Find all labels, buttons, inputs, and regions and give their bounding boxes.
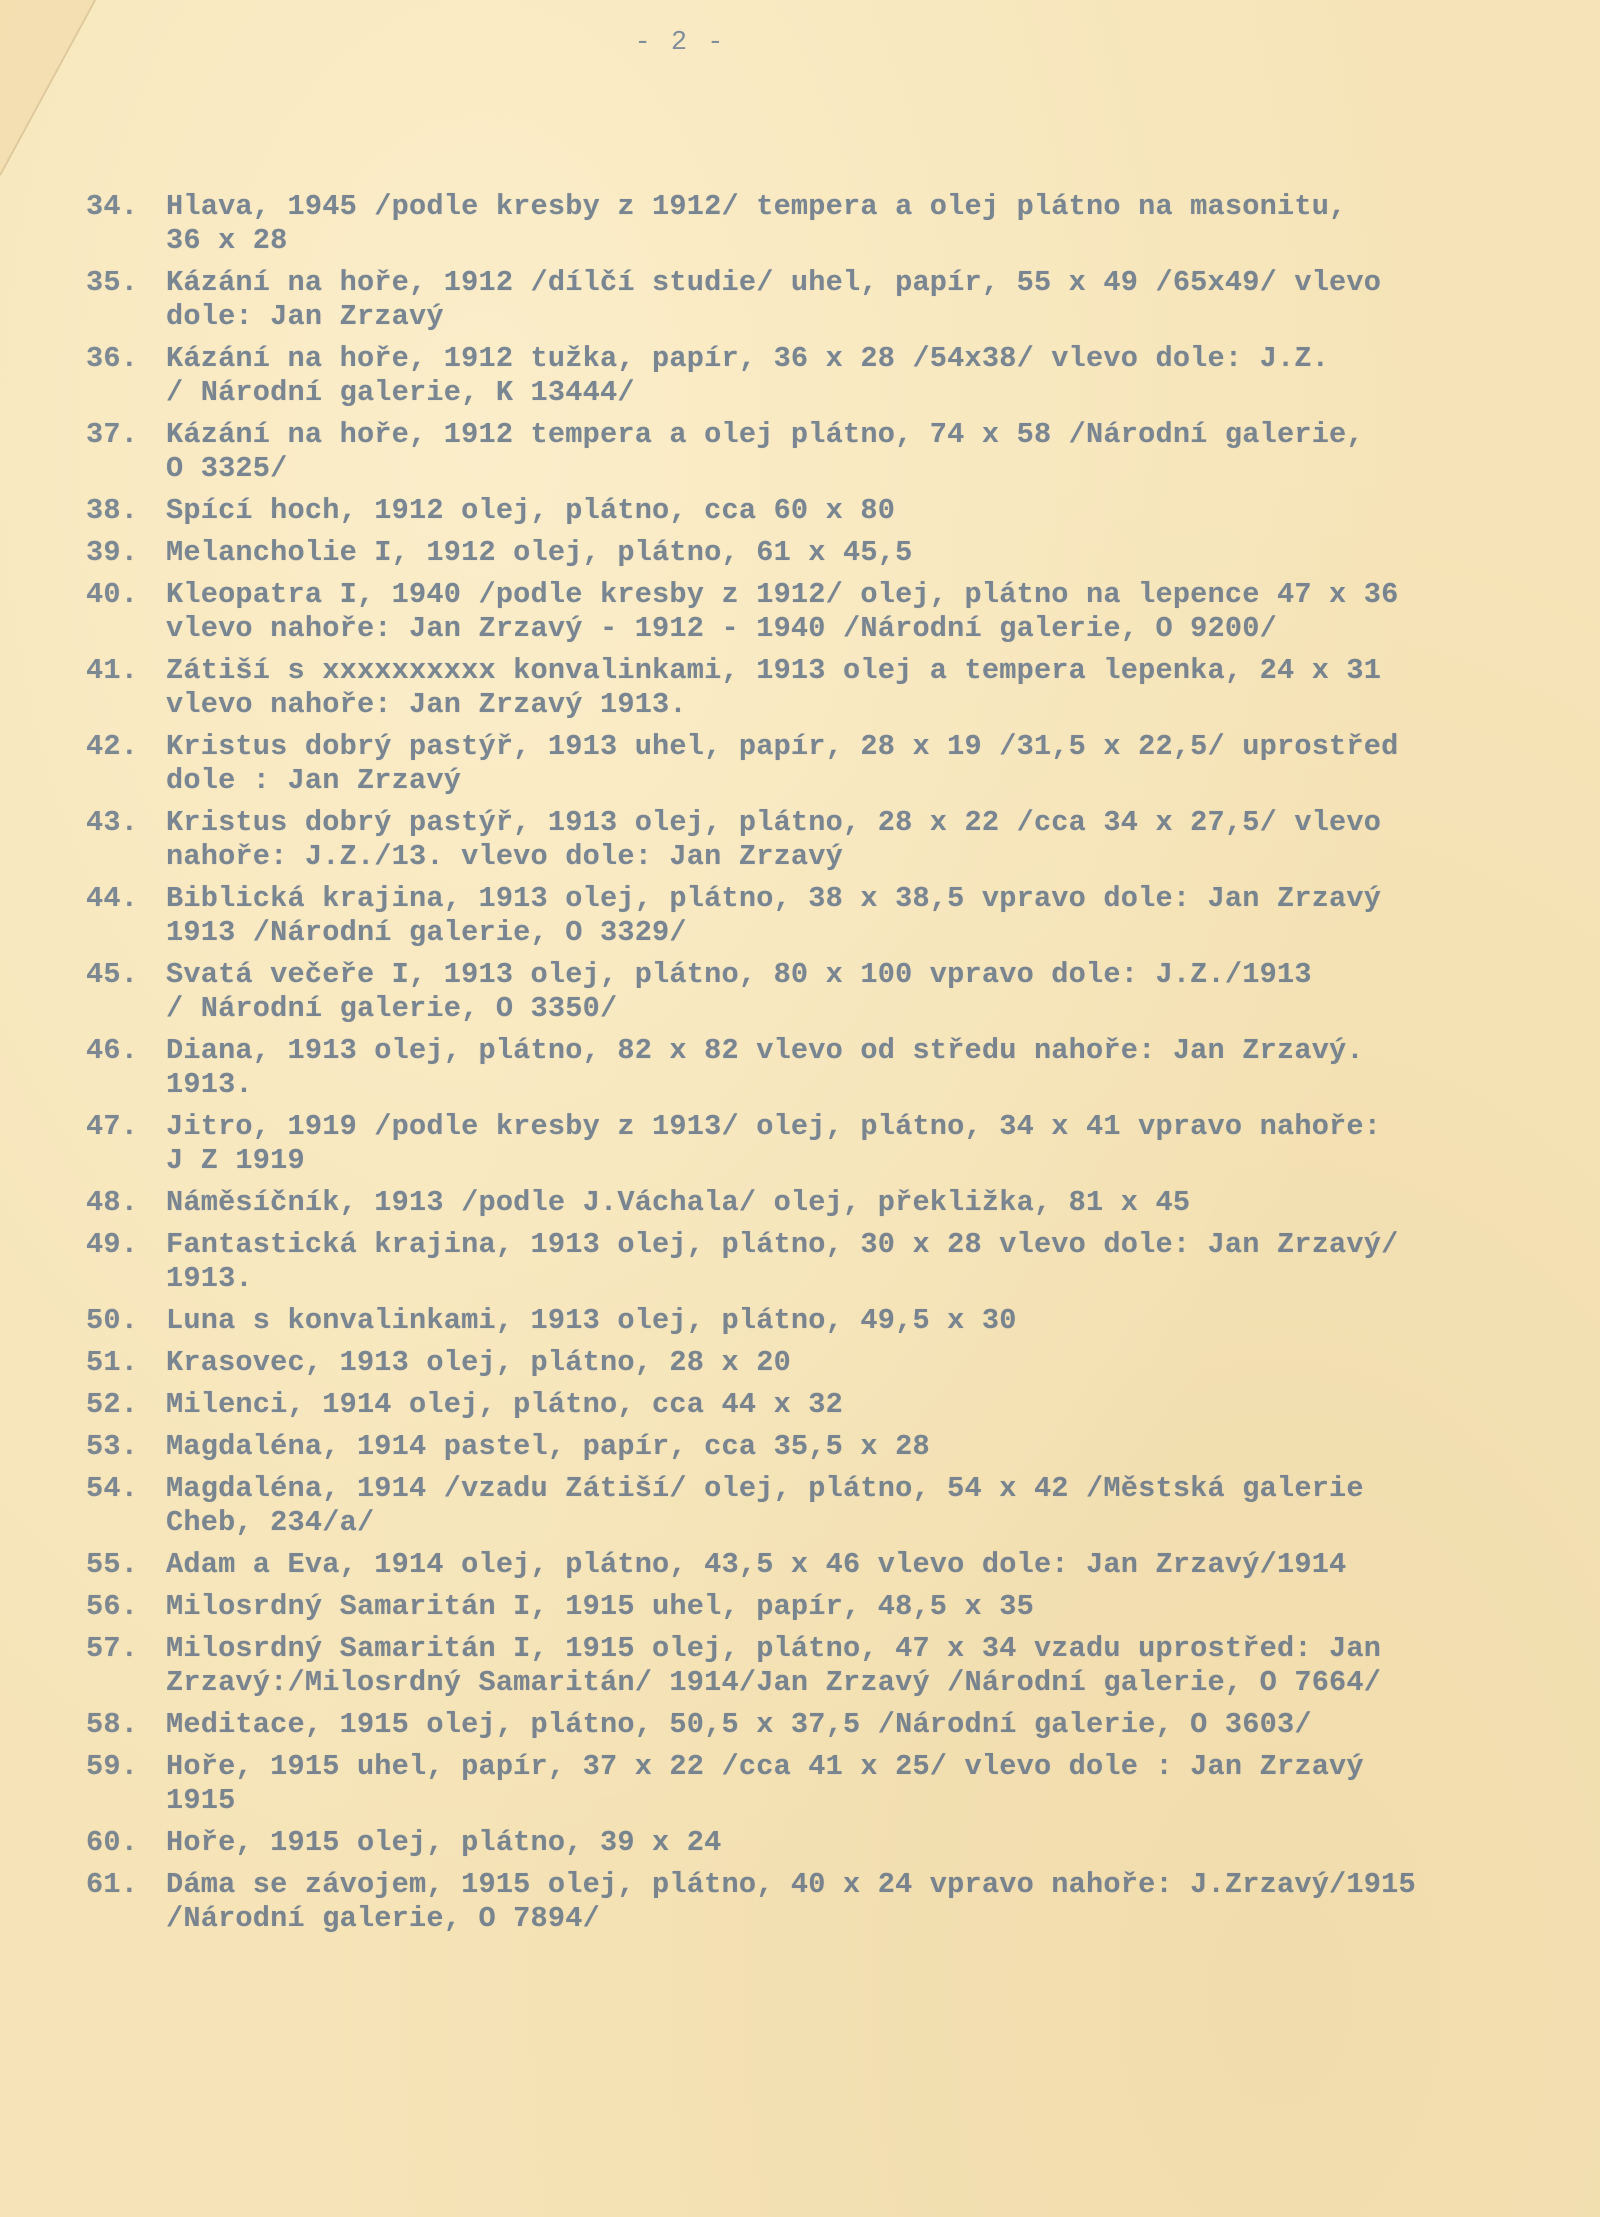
- entry-number: 55.: [86, 1548, 139, 1581]
- entry-text-line: Kleopatra I, 1940 /podle kresby z 1912/ olej, plátno na lepence 47 x 36: [166, 578, 1399, 611]
- catalog-entry: [86, 882, 1586, 950]
- entry-text-line: Zátiší s xxxxxxxxxx konvalinkami, 1913 olej a tempera lepenka, 24 x 31: [166, 654, 1382, 687]
- entry-text-line: Milenci, 1914 olej, plátno, cca 44 x 32: [166, 1388, 844, 1421]
- catalog-entry: [86, 806, 1586, 874]
- entry-text-line: dole: Jan Zrzavý: [166, 300, 444, 333]
- catalog-entry: [86, 1472, 1586, 1540]
- entry-number: 41.: [86, 654, 139, 687]
- catalog-entry: [86, 730, 1586, 798]
- entry-number: 49.: [86, 1228, 139, 1261]
- entry-number: 40.: [86, 578, 139, 611]
- catalog-entry: [86, 1750, 1586, 1818]
- catalog-entry-list: [86, 190, 1586, 1944]
- entry-number: 39.: [86, 536, 139, 569]
- entry-number: 43.: [86, 806, 139, 839]
- entry-text-line: / Národní galerie, K 13444/: [166, 376, 635, 409]
- entry-text-line: Melancholie I, 1912 olej, plátno, 61 x 45,5: [166, 536, 913, 569]
- entry-text-line: Magdaléna, 1914 /vzadu Zátiší/ olej, plátno, 54 x 42 /Městská galerie: [166, 1472, 1364, 1505]
- catalog-entry: [86, 578, 1586, 646]
- entry-text-line: nahoře: J.Z./13. vlevo dole: Jan Zrzavý: [166, 840, 844, 873]
- catalog-entry: [86, 1708, 1586, 1742]
- entry-text-line: Meditace, 1915 olej, plátno, 50,5 x 37,5 /Národní galerie, O 3603/: [166, 1708, 1312, 1741]
- entry-number: 36.: [86, 342, 139, 375]
- entry-text-line: Kristus dobrý pastýř, 1913 uhel, papír, 28 x 19 /31,5 x 22,5/ uprostřed: [166, 730, 1399, 763]
- entry-text-line: Dáma se závojem, 1915 olej, plátno, 40 x 24 vpravo nahoře: J.Zrzavý/1915: [166, 1868, 1416, 1901]
- catalog-entry: [86, 1430, 1586, 1464]
- catalog-entry: [86, 1826, 1586, 1860]
- entry-number: 37.: [86, 418, 139, 451]
- entry-text-line: Jitro, 1919 /podle kresby z 1913/ olej, plátno, 34 x 41 vpravo nahoře:: [166, 1110, 1382, 1143]
- entry-text-line: 1915: [166, 1784, 236, 1817]
- entry-number: 48.: [86, 1186, 139, 1219]
- entry-number: 44.: [86, 882, 139, 915]
- entry-number: 47.: [86, 1110, 139, 1143]
- catalog-entry: [86, 342, 1586, 410]
- catalog-entry: [86, 1110, 1586, 1178]
- catalog-entry: [86, 1548, 1586, 1582]
- catalog-entry: [86, 1186, 1586, 1220]
- catalog-entry: [86, 266, 1586, 334]
- catalog-entry: [86, 418, 1586, 486]
- catalog-entry: [86, 958, 1586, 1026]
- catalog-entry: [86, 1632, 1586, 1700]
- entry-text-line: /Národní galerie, O 7894/: [166, 1902, 600, 1935]
- entry-text-line: Milosrdný Samaritán I, 1915 olej, plátno, 47 x 34 vzadu uprostřed: Jan: [166, 1632, 1382, 1665]
- catalog-entry: [86, 1590, 1586, 1624]
- entry-text-line: Magdaléna, 1914 pastel, papír, cca 35,5 x 28: [166, 1430, 930, 1463]
- entry-number: 50.: [86, 1304, 139, 1337]
- page-number: - 2 -: [634, 28, 726, 58]
- entry-number: 52.: [86, 1388, 139, 1421]
- catalog-entry: [86, 1228, 1586, 1296]
- entry-number: 51.: [86, 1346, 139, 1379]
- entry-text-line: / Národní galerie, O 3350/: [166, 992, 618, 1025]
- entry-text-line: Náměsíčník, 1913 /podle J.Váchala/ olej, překližka, 81 x 45: [166, 1186, 1191, 1219]
- entry-text-line: Hlava, 1945 /podle kresby z 1912/ tempera a olej plátno na masonitu,: [166, 190, 1347, 223]
- catalog-entry: [86, 1034, 1586, 1102]
- entry-text-line: Cheb, 234/a/: [166, 1506, 375, 1539]
- entry-text-line: Fantastická krajina, 1913 olej, plátno, 30 x 28 vlevo dole: Jan Zrzavý/: [166, 1228, 1399, 1261]
- entry-number: 56.: [86, 1590, 139, 1623]
- entry-number: 35.: [86, 266, 139, 299]
- entry-text-line: Biblická krajina, 1913 olej, plátno, 38 x 38,5 vpravo dole: Jan Zrzavý: [166, 882, 1382, 915]
- entry-text-line: Krasovec, 1913 olej, plátno, 28 x 20: [166, 1346, 791, 1379]
- entry-text-line: Kázání na hoře, 1912 /dílčí studie/ uhel, papír, 55 x 49 /65x49/ vlevo: [166, 266, 1382, 299]
- entry-number: 45.: [86, 958, 139, 991]
- entry-text-line: Kázání na hoře, 1912 tužka, papír, 36 x 28 /54x38/ vlevo dole: J.Z.: [166, 342, 1330, 375]
- entry-number: 60.: [86, 1826, 139, 1859]
- entry-number: 58.: [86, 1708, 139, 1741]
- entry-text-line: 1913.: [166, 1068, 253, 1101]
- entry-number: 53.: [86, 1430, 139, 1463]
- entry-text-line: Kázání na hoře, 1912 tempera a olej plátno, 74 x 58 /Národní galerie,: [166, 418, 1364, 451]
- entry-text-line: Milosrdný Samaritán I, 1915 uhel, papír, 48,5 x 35: [166, 1590, 1034, 1623]
- catalog-entry: [86, 1388, 1586, 1422]
- catalog-entry: [86, 1304, 1586, 1338]
- entry-number: 46.: [86, 1034, 139, 1067]
- entry-text-line: vlevo nahoře: Jan Zrzavý - 1912 - 1940 /Národní galerie, O 9200/: [166, 612, 1277, 645]
- entry-text-line: Spící hoch, 1912 olej, plátno, cca 60 x 80: [166, 494, 896, 527]
- catalog-entry: [86, 190, 1586, 258]
- catalog-entry: [86, 1868, 1586, 1936]
- entry-text-line: Svatá večeře I, 1913 olej, plátno, 80 x 100 vpravo dole: J.Z./1913: [166, 958, 1312, 991]
- entry-text-line: 36 x 28: [166, 224, 288, 257]
- catalog-entry: [86, 654, 1586, 722]
- entry-text-line: vlevo nahoře: Jan Zrzavý 1913.: [166, 688, 687, 721]
- catalog-entry: [86, 1346, 1586, 1380]
- entry-text-line: Zrzavý:/Milosrdný Samaritán/ 1914/Jan Zrzavý /Národní galerie, O 7664/: [166, 1666, 1382, 1699]
- entry-text-line: 1913 /Národní galerie, O 3329/: [166, 916, 687, 949]
- entry-number: 34.: [86, 190, 139, 223]
- catalog-entry: [86, 536, 1586, 570]
- entry-number: 38.: [86, 494, 139, 527]
- entry-number: 57.: [86, 1632, 139, 1665]
- entry-text-line: dole : Jan Zrzavý: [166, 764, 462, 797]
- entry-text-line: Luna s konvalinkami, 1913 olej, plátno, 49,5 x 30: [166, 1304, 1017, 1337]
- entry-number: 59.: [86, 1750, 139, 1783]
- entry-text-line: Diana, 1913 olej, plátno, 82 x 82 vlevo od středu nahoře: Jan Zrzavý.: [166, 1034, 1364, 1067]
- entry-number: 42.: [86, 730, 139, 763]
- entry-text-line: Hoře, 1915 uhel, papír, 37 x 22 /cca 41 x 25/ vlevo dole : Jan Zrzavý: [166, 1750, 1364, 1783]
- entry-text-line: J Z 1919: [166, 1144, 305, 1177]
- entry-text-line: Kristus dobrý pastýř, 1913 olej, plátno, 28 x 22 /cca 34 x 27,5/ vlevo: [166, 806, 1382, 839]
- entry-number: 61.: [86, 1868, 139, 1901]
- entry-number: 54.: [86, 1472, 139, 1505]
- entry-text-line: Hoře, 1915 olej, plátno, 39 x 24: [166, 1826, 722, 1859]
- catalog-entry: [86, 494, 1586, 528]
- entry-text-line: 1913.: [166, 1262, 253, 1295]
- entry-text-line: Adam a Eva, 1914 olej, plátno, 43,5 x 46 vlevo dole: Jan Zrzavý/1914: [166, 1548, 1347, 1581]
- entry-text-line: O 3325/: [166, 452, 288, 485]
